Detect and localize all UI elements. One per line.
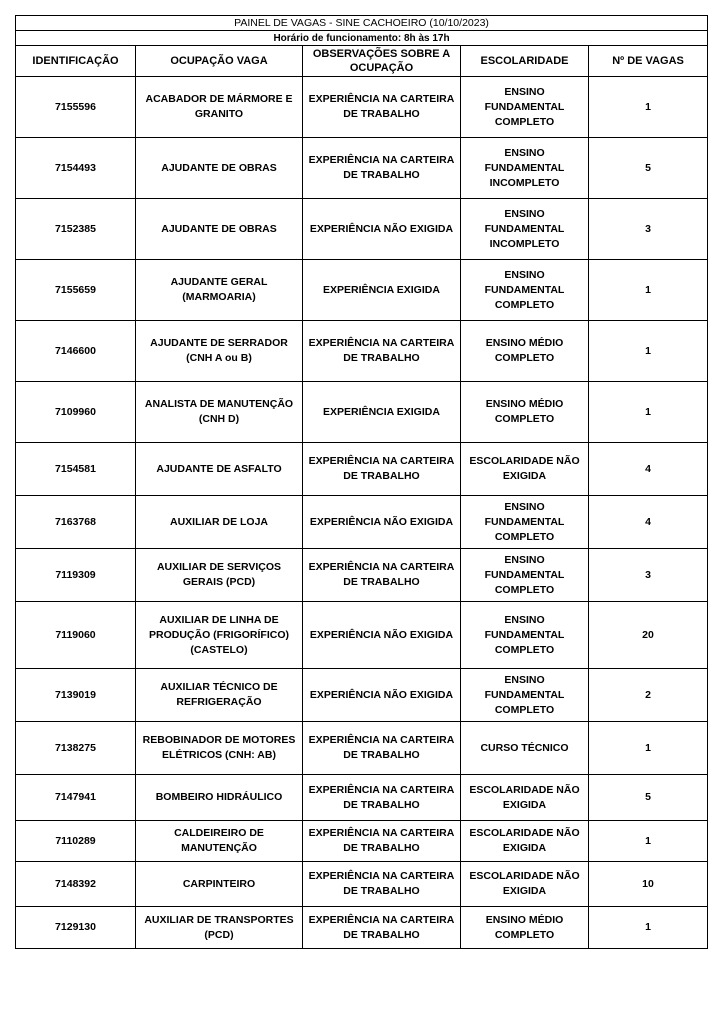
- opening-hours: Horário de funcionamento: 8h às 17h: [16, 31, 708, 46]
- vacancy-education: ENSINO FUNDAMENTAL INCOMPLETO: [461, 138, 589, 199]
- vacancy-occupation: ACABADOR DE MÁRMORE E GRANITO: [136, 77, 303, 138]
- table-row: [16, 602, 708, 669]
- table-row: [16, 862, 708, 907]
- vacancy-openings: 2: [589, 669, 708, 722]
- table-row: [16, 382, 708, 443]
- vacancy-occupation: AJUDANTE GERAL (MARMOARIA): [136, 260, 303, 321]
- vacancy-openings: 1: [589, 382, 708, 443]
- vacancy-id: 7154493: [16, 138, 136, 199]
- vacancy-education: ENSINO FUNDAMENTAL COMPLETO: [461, 260, 589, 321]
- vacancy-id: 7155659: [16, 260, 136, 321]
- vacancy-education: CURSO TÉCNICO: [461, 722, 589, 775]
- table-row: [16, 77, 708, 138]
- vacancy-openings: 4: [589, 443, 708, 496]
- vacancy-id: 7146600: [16, 321, 136, 382]
- vacancy-id: 7129130: [16, 907, 136, 949]
- vacancy-notes: EXPERIÊNCIA EXIGIDA: [303, 260, 461, 321]
- vacancy-openings: 4: [589, 496, 708, 549]
- vacancy-notes: EXPERIÊNCIA NA CARTEIRA DE TRABALHO: [303, 907, 461, 949]
- vacancy-education: ENSINO FUNDAMENTAL COMPLETO: [461, 77, 589, 138]
- vacancy-occupation: ANALISTA DE MANUTENÇÃO (CNH D): [136, 382, 303, 443]
- vacancy-education: ENSINO FUNDAMENTAL COMPLETO: [461, 549, 589, 602]
- vacancy-education: ENSINO FUNDAMENTAL COMPLETO: [461, 496, 589, 549]
- column-header-id: IDENTIFICAÇÃO: [16, 46, 136, 77]
- vacancy-notes: EXPERIÊNCIA EXIGIDA: [303, 382, 461, 443]
- vacancy-id: 7154581: [16, 443, 136, 496]
- table-row: [16, 138, 708, 199]
- table-row: [16, 775, 708, 821]
- vacancy-openings: 1: [589, 722, 708, 775]
- vacancy-openings: 1: [589, 260, 708, 321]
- table-row: [16, 549, 708, 602]
- vacancy-notes: EXPERIÊNCIA NA CARTEIRA DE TRABALHO: [303, 821, 461, 862]
- panel-title: PAINEL DE VAGAS - SINE CACHOEIRO (10/10/2023): [16, 16, 708, 31]
- vacancy-education: ESCOLARIDADE NÃO EXIGIDA: [461, 862, 589, 907]
- vacancy-occupation: AUXILIAR DE TRANSPORTES (PCD): [136, 907, 303, 949]
- vacancy-notes: EXPERIÊNCIA NA CARTEIRA DE TRABALHO: [303, 77, 461, 138]
- column-header-openings: Nº DE VAGAS: [589, 46, 708, 77]
- vacancy-occupation: AUXILIAR DE SERVIÇOS GERAIS (PCD): [136, 549, 303, 602]
- vacancy-occupation: BOMBEIRO HIDRÁULICO: [136, 775, 303, 821]
- vacancy-openings: 10: [589, 862, 708, 907]
- column-header-occupation: OCUPAÇÃO VAGA: [136, 46, 303, 77]
- vacancy-openings: 3: [589, 199, 708, 260]
- vacancy-notes: EXPERIÊNCIA NÃO EXIGIDA: [303, 199, 461, 260]
- vacancy-id: 7139019: [16, 669, 136, 722]
- vacancy-education: ESCOLARIDADE NÃO EXIGIDA: [461, 775, 589, 821]
- vacancy-openings: 5: [589, 775, 708, 821]
- vacancy-id: 7109960: [16, 382, 136, 443]
- table-row: [16, 907, 708, 949]
- vacancy-openings: 1: [589, 821, 708, 862]
- vacancy-openings: 1: [589, 77, 708, 138]
- table-row: [16, 443, 708, 496]
- vacancy-notes: EXPERIÊNCIA NÃO EXIGIDA: [303, 669, 461, 722]
- vacancy-occupation: AUXILIAR TÉCNICO DE REFRIGERAÇÃO: [136, 669, 303, 722]
- vacancy-occupation: AUXILIAR DE LINHA DE PRODUÇÃO (FRIGORÍFICO) (CASTELO): [136, 602, 303, 669]
- vacancy-id: 7155596: [16, 77, 136, 138]
- vacancy-id: 7148392: [16, 862, 136, 907]
- table-row: [16, 496, 708, 549]
- vacancy-id: 7147941: [16, 775, 136, 821]
- vacancy-education: ENSINO FUNDAMENTAL INCOMPLETO: [461, 199, 589, 260]
- column-header-education: ESCOLARIDADE: [461, 46, 589, 77]
- job-vacancies-table: [15, 15, 708, 949]
- vacancy-occupation: AUXILIAR DE LOJA: [136, 496, 303, 549]
- vacancy-occupation: AJUDANTE DE OBRAS: [136, 138, 303, 199]
- vacancy-occupation: REBOBINADOR DE MOTORES ELÉTRICOS (CNH: AB): [136, 722, 303, 775]
- vacancy-occupation: CARPINTEIRO: [136, 862, 303, 907]
- vacancy-notes: EXPERIÊNCIA NA CARTEIRA DE TRABALHO: [303, 321, 461, 382]
- vacancy-notes: EXPERIÊNCIA NÃO EXIGIDA: [303, 496, 461, 549]
- vacancy-id: 7152385: [16, 199, 136, 260]
- vacancy-id: 7138275: [16, 722, 136, 775]
- vacancy-occupation: CALDEIREIRO DE MANUTENÇÃO: [136, 821, 303, 862]
- table-row: [16, 321, 708, 382]
- vacancy-openings: 20: [589, 602, 708, 669]
- vacancy-notes: EXPERIÊNCIA NÃO EXIGIDA: [303, 602, 461, 669]
- vacancy-id: 7119060: [16, 602, 136, 669]
- table-row: [16, 722, 708, 775]
- vacancy-education: ENSINO FUNDAMENTAL COMPLETO: [461, 602, 589, 669]
- vacancy-education: ENSINO MÉDIO COMPLETO: [461, 907, 589, 949]
- table-row: [16, 669, 708, 722]
- vacancy-notes: EXPERIÊNCIA NA CARTEIRA DE TRABALHO: [303, 862, 461, 907]
- vacancy-notes: EXPERIÊNCIA NA CARTEIRA DE TRABALHO: [303, 549, 461, 602]
- vacancy-id: 7110289: [16, 821, 136, 862]
- vacancy-occupation: AJUDANTE DE SERRADOR (CNH A ou B): [136, 321, 303, 382]
- vacancy-openings: 3: [589, 549, 708, 602]
- vacancy-education: ENSINO MÉDIO COMPLETO: [461, 321, 589, 382]
- vacancy-education: ESCOLARIDADE NÃO EXIGIDA: [461, 821, 589, 862]
- table-row: [16, 199, 708, 260]
- table-row: [16, 821, 708, 862]
- vacancy-education: ENSINO MÉDIO COMPLETO: [461, 382, 589, 443]
- vacancy-notes: EXPERIÊNCIA NA CARTEIRA DE TRABALHO: [303, 775, 461, 821]
- vacancy-education: ENSINO FUNDAMENTAL COMPLETO: [461, 669, 589, 722]
- vacancy-notes: EXPERIÊNCIA NA CARTEIRA DE TRABALHO: [303, 722, 461, 775]
- vacancy-occupation: AJUDANTE DE OBRAS: [136, 199, 303, 260]
- vacancy-id: 7119309: [16, 549, 136, 602]
- vacancy-openings: 5: [589, 138, 708, 199]
- column-header-notes: OBSERVAÇÕES SOBRE A OCUPAÇÃO: [303, 46, 461, 77]
- vacancy-notes: EXPERIÊNCIA NA CARTEIRA DE TRABALHO: [303, 138, 461, 199]
- vacancy-occupation: AJUDANTE DE ASFALTO: [136, 443, 303, 496]
- table-row: [16, 260, 708, 321]
- vacancy-openings: 1: [589, 321, 708, 382]
- column-header-row: [16, 46, 708, 77]
- vacancy-id: 7163768: [16, 496, 136, 549]
- vacancy-notes: EXPERIÊNCIA NA CARTEIRA DE TRABALHO: [303, 443, 461, 496]
- vacancy-education: ESCOLARIDADE NÃO EXIGIDA: [461, 443, 589, 496]
- vacancy-openings: 1: [589, 907, 708, 949]
